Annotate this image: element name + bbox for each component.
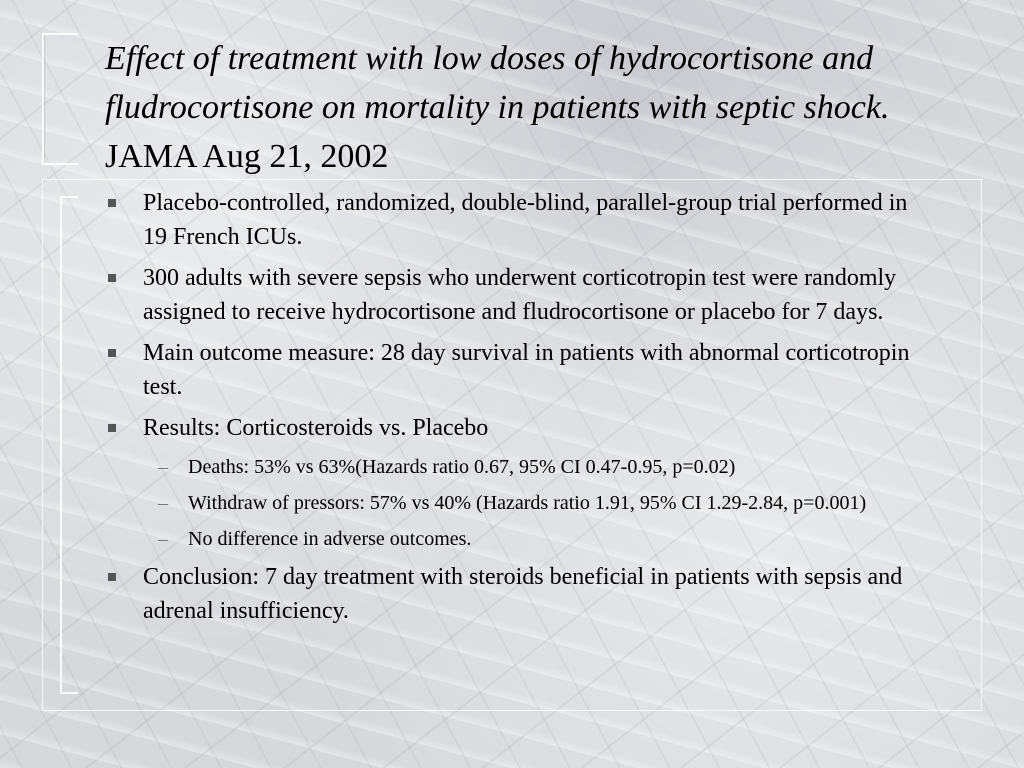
bullet-item (105, 186, 925, 254)
bullet-item (105, 336, 925, 404)
bullet-text: Results: Corticosteroids vs. Placebo (143, 415, 489, 441)
square-bullet-icon (108, 274, 116, 282)
bullet-item (105, 411, 925, 445)
sub-bullet-text: Withdraw of pressors: 57% vs 40% (Hazards ratio 1.91, 95% CI 1.29-2.84, p=0.001) (188, 492, 867, 514)
bullet-text: Placebo-controlled, randomized, double-blind, parallel-group trial performed in 19 French ICUs. (143, 190, 908, 250)
square-bullet-icon (108, 424, 116, 432)
square-bullet-icon (108, 349, 116, 357)
sub-bullet-text: Deaths: 53% vs 63%(Hazards ratio 0.67, 95% CI 0.47-0.95, p=0.02) (188, 456, 736, 478)
slide-title-citation: JAMA Aug 21, 2002 (105, 138, 389, 175)
sub-bullet-item (105, 488, 925, 519)
square-bullet-icon (108, 199, 116, 207)
dash-bullet-icon: – (158, 456, 168, 478)
bullet-text: 300 adults with severe sepsis who underwent corticotropin test were randomly assigned to receive hydrocortisone and fludrocortisone or placebo for 7 days. (143, 265, 897, 325)
dash-bullet-icon: – (158, 492, 168, 514)
slide-content (105, 186, 925, 635)
slide-title-italic: Effect of treatment with low doses of hydrocortisone and fludrocortisone on mortality in patients with septic shock. (105, 40, 890, 126)
decorative-frame-top (42, 33, 78, 165)
bullet-text: Main outcome measure: 28 day survival in patients with abnormal corticotropin test. (143, 340, 910, 400)
sub-bullet-item (105, 524, 925, 555)
sub-bullet-text: No difference in adverse outcomes. (188, 528, 472, 550)
square-bullet-icon (108, 573, 116, 581)
slide-title (105, 34, 985, 181)
sub-bullet-item (105, 452, 925, 483)
dash-bullet-icon: – (158, 528, 168, 550)
bullet-item (105, 261, 925, 329)
bullet-item (105, 560, 925, 628)
bullet-text: Conclusion: 7 day treatment with steroids beneficial in patients with sepsis and adrenal insufficiency. (143, 564, 903, 624)
